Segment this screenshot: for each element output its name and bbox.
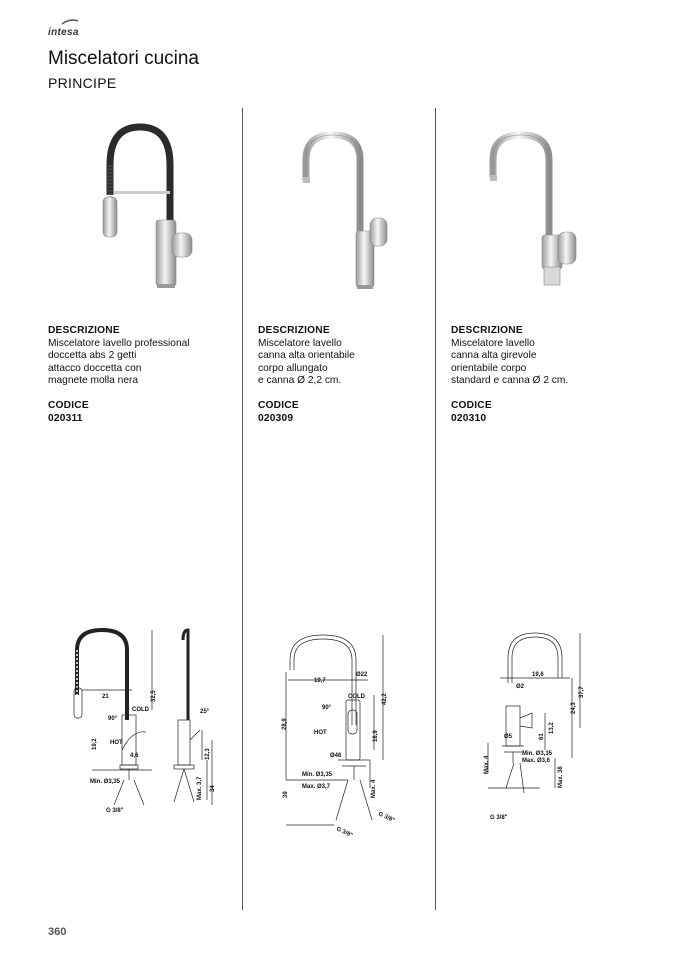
dim-label: Max. 38 (558, 766, 564, 788)
dim-label: 19,2 (92, 738, 98, 750)
dim-label: 19,6 (532, 672, 544, 678)
description-line: Miscelatore lavello professional (48, 337, 190, 349)
dim-label: 42,2 (382, 693, 388, 705)
dim-label: G 3/8" (106, 808, 124, 814)
drawing-dimension-labels (90, 690, 216, 814)
dim-label: Max. Ø3,7 (302, 784, 331, 790)
dim-label: Ø46 (330, 753, 342, 759)
dim-label: 37,7 (579, 686, 585, 698)
dim-label: 19,7 (314, 678, 326, 684)
technical-drawing-020310 (480, 628, 590, 828)
product-description (451, 325, 568, 388)
code-heading: CODICE (48, 400, 89, 411)
page-title: Miscelatori cucina (48, 48, 199, 69)
brand-logo-text: intesa (48, 27, 79, 38)
product-photo-020311 (48, 105, 228, 305)
dim-label: Max. 4 (371, 779, 377, 798)
dim-label: 61 (539, 733, 545, 740)
page-number: 360 (48, 926, 67, 938)
dim-label: 4,6 (130, 753, 139, 759)
product-photo-020310 (451, 105, 631, 305)
product-description (258, 325, 355, 388)
product-code: 020310 (451, 412, 487, 424)
dim-label: Min. Ø3,35 (90, 779, 121, 785)
technical-drawing-020309 (278, 630, 408, 840)
dim-label: 24,3 (571, 702, 577, 714)
product-code: 020311 (48, 412, 83, 424)
dim-label: 28,9 (282, 718, 288, 730)
description-heading: DESCRIZIONE (48, 325, 120, 336)
product-code-block (258, 400, 299, 425)
dim-label: 90° (322, 705, 332, 711)
product-code-block (48, 400, 89, 425)
description-line: canna alta orientabile (258, 350, 355, 361)
description-line: magnete molla nera (48, 375, 139, 386)
dim-label: G 3/8" (377, 811, 396, 825)
dim-label: 90° (108, 716, 118, 722)
drawing-dimension-labels (282, 672, 396, 839)
description-line: Miscelatore lavello (451, 337, 535, 349)
description-line: orientabile corpo (451, 362, 527, 374)
dim-label: HOT (110, 740, 123, 746)
description-line: standard e canna Ø 2 cm. (451, 375, 569, 386)
product-photo-020309 (258, 105, 438, 305)
technical-drawing-020311 (62, 620, 232, 825)
dim-label: 25° (200, 709, 210, 715)
description-heading: DESCRIZIONE (258, 325, 330, 336)
description-heading: DESCRIZIONE (451, 325, 523, 336)
code-heading: CODICE (258, 400, 299, 411)
dim-label: Ø2 (516, 684, 525, 690)
dim-label: 34 (210, 785, 216, 792)
dim-label: Max. 4 (484, 755, 490, 774)
dim-label: 18,9 (373, 730, 379, 742)
dim-label: COLD (348, 694, 365, 700)
dim-label: 39 (283, 791, 289, 798)
dim-label: COLD (132, 707, 149, 713)
description-line: e canna Ø 2,2 cm. (258, 375, 342, 386)
brand-logo-mark (60, 18, 80, 26)
description-line: doccetta abs 2 getti (48, 350, 137, 361)
product-code-block (451, 400, 492, 425)
dim-label: 13,2 (549, 722, 555, 734)
dim-label: 21 (102, 694, 109, 700)
brand-logo (48, 18, 88, 38)
dim-label: Ø5 (504, 734, 513, 740)
code-heading: CODICE (451, 400, 492, 411)
drawing-dimension-labels (484, 672, 585, 821)
dim-label: Max. Ø3,6 (522, 758, 551, 764)
description-line: corpo allungato (258, 362, 328, 374)
dim-label: HOT (314, 730, 327, 736)
dim-label: G 3/8" (335, 826, 354, 840)
dim-label: 32,5 (151, 690, 157, 702)
dim-label: Max. 3,7 (197, 776, 203, 800)
dim-label: Min. Ø3,35 (522, 751, 553, 757)
description-line: attacco doccetta con (48, 362, 142, 374)
product-code: 020309 (258, 412, 294, 424)
dim-label: G 3/8" (490, 815, 508, 821)
description-line: Miscelatore lavello (258, 337, 342, 349)
product-description (48, 325, 190, 388)
description-line: canna alta girevole (451, 350, 537, 361)
dim-label: 12,3 (205, 748, 211, 760)
dim-label: Ø22 (356, 672, 368, 678)
column-divider-1 (242, 108, 243, 910)
page-subtitle: PRINCIPE (48, 75, 117, 91)
dim-label: Min. Ø3,35 (302, 772, 333, 778)
